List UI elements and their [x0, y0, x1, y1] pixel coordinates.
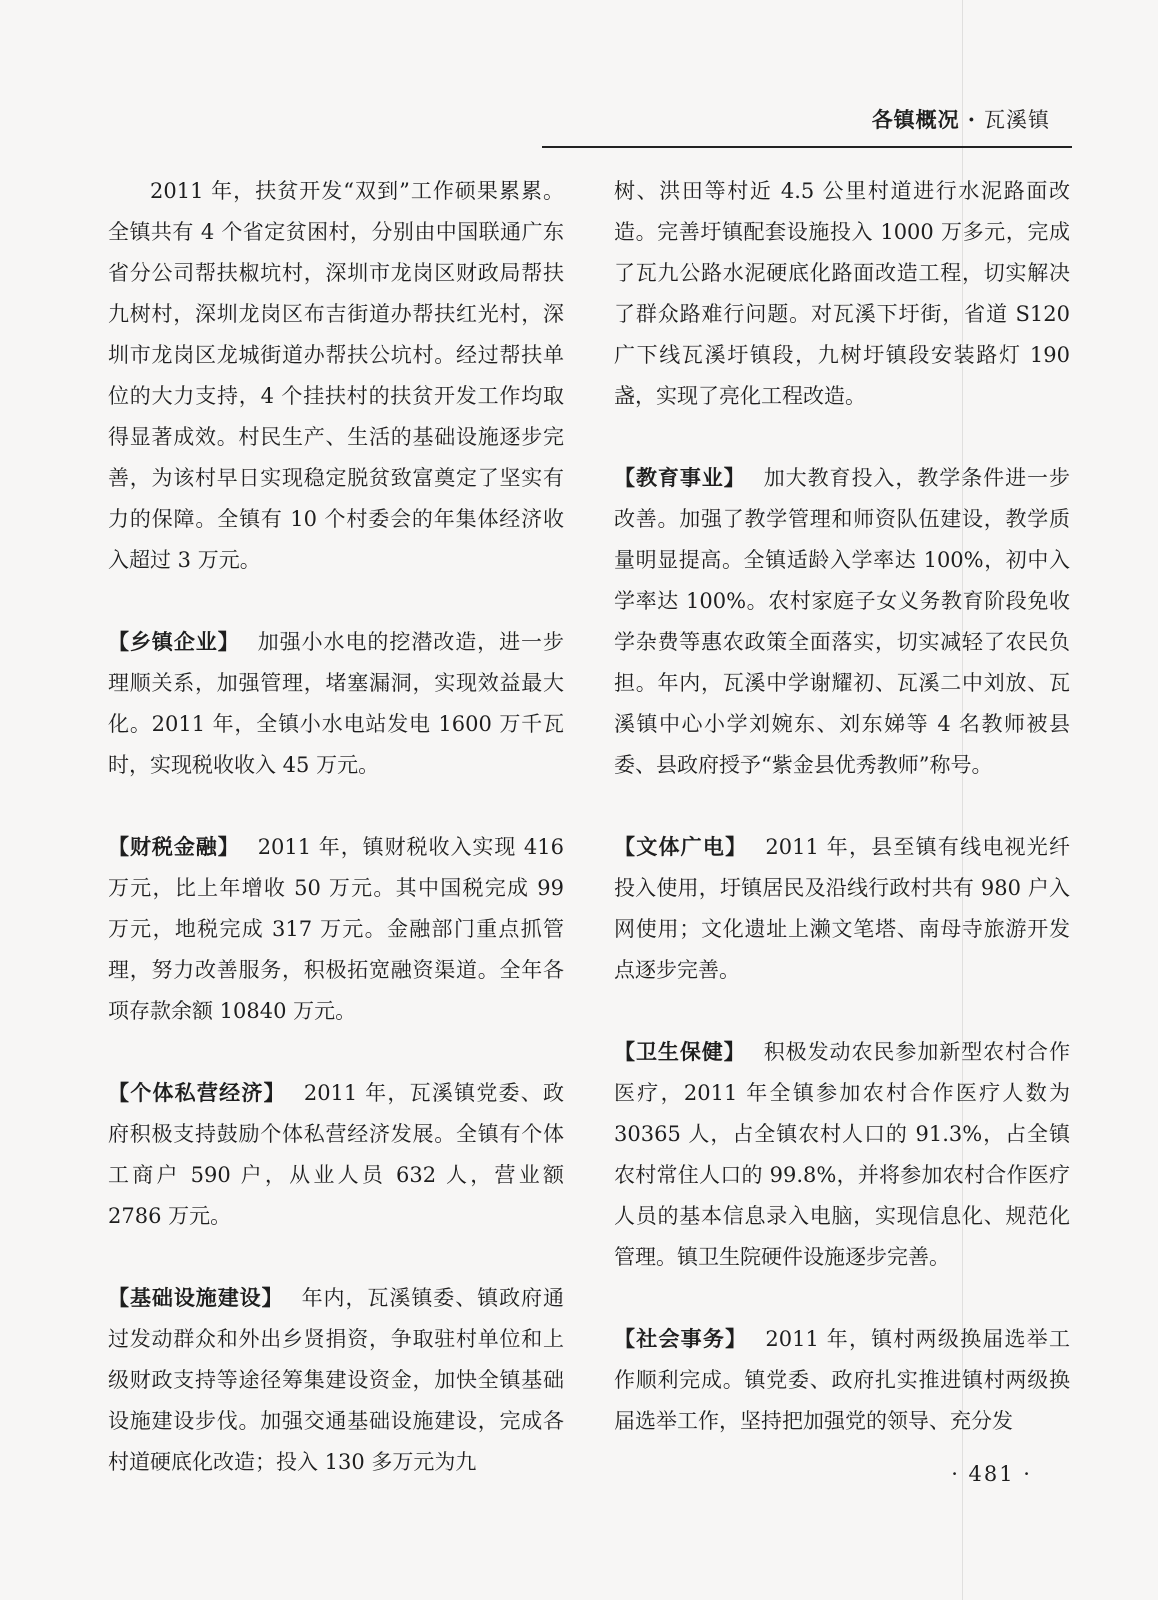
section-body: 2011 年，瓦溪镇党委、政府积极支持鼓励个体私营经济发展。全镇有个体工商户 590 户，从业人员 632 人，营业额 2786 万元。: [108, 1081, 564, 1228]
header-separator: ·: [967, 107, 976, 132]
section-finance-tax: [108, 827, 564, 1032]
section-heading: 【财税金融】: [108, 835, 240, 859]
section-township-enterprises: [108, 622, 564, 786]
running-header: [872, 104, 1050, 134]
continuation-paragraph: 树、洪田等村近 4.5 公里村道进行水泥路面改造。完善圩镇配套设施投入 1000 万多元，完成了瓦九公路水泥硬底化路面改造工程，切实解决了群众路难行问题。对瓦溪下圩街，省道 S120 广下线瓦溪圩镇段，九树圩镇段安装路灯 190 盏，实现了亮化工程改造。: [614, 179, 1070, 408]
section-heading: 【卫生保健】: [614, 1040, 746, 1064]
header-rule: [542, 146, 1072, 148]
section-heading: 【社会事务】: [614, 1327, 748, 1351]
section-body: 2011 年，镇财税收入实现 416 万元，比上年增收 50 万元。其中国税完成 99 万元，地税完成 317 万元。金融部门重点抓管理，努力改善服务，积极拓宽融资渠道。全年各项存款余额 10840 万元。: [108, 835, 564, 1023]
section-culture-broadcast: [614, 827, 1070, 991]
section-social-affairs: [614, 1319, 1070, 1442]
section-body: 2011 年，镇村两级换届选举工作顺利完成。镇党委、政府扎实推进镇村两级换届选举工作，坚持把加强党的领导、充分发: [614, 1327, 1071, 1433]
section-heading: 【文体广电】: [614, 835, 748, 859]
section-body: 年内，瓦溪镇委、镇政府通过发动群众和外出乡贤捐资，争取驻村单位和上级财政支持等途径筹集建设资金，加快全镇基础设施建设步伐。加强交通基础设施建设，完成各村道硬底化改造；投入 130 多万元为九: [108, 1286, 564, 1474]
page-number: · 481 ·: [951, 1462, 1032, 1486]
section-education: [614, 458, 1070, 786]
section-body: 2011 年，县至镇有线电视光纤投入使用，圩镇居民及沿线行政村共有 980 户入网使用；文化遗址上濑文笔塔、南母寺旅游开发点逐步完善。: [614, 835, 1071, 982]
intro-paragraph: 2011 年，扶贫开发“双到”工作硕果累累。全镇共有 4 个省定贫困村，分别由中国联通广东省分公司帮扶椒坑村，深圳市龙岗区财政局帮扶九树村，深圳龙岗区布吉街道办帮扶红光村，深圳市龙岗区龙城街道办帮扶公坑村。经过帮扶单位的大力支持，4 个挂扶村的扶贫开发工作均取得显著成效。村民生产、生活的基础设施逐步完善，为该村早日实现稳定脱贫致富奠定了坚实有力的保障。全镇有 10 个村委会的年集体经济收入超过 3 万元。: [108, 179, 564, 572]
header-town: 瓦溪镇: [984, 108, 1050, 132]
section-health: [614, 1032, 1070, 1278]
right-column: [614, 171, 1070, 1442]
section-heading: 【基础设施建设】: [108, 1286, 284, 1310]
left-column: [108, 171, 564, 1483]
section-heading: 【教育事业】: [614, 466, 746, 490]
section-heading: 【乡镇企业】: [108, 630, 240, 654]
section-body: 积极发动农民参加新型农村合作医疗，2011 年全镇参加农村合作医疗人数为 30365 人，占全镇农村人口的 91.3%，占全镇农村常住人口的 99.8%，并将参加农村合作医疗人员的基本信息录入电脑，实现信息化、规范化管理。镇卫生院硬件设施逐步完善。: [614, 1040, 1071, 1269]
section-body: 加大教育投入，教学条件进一步改善。加强了教学管理和师资队伍建设，教学质量明显提高。全镇适龄入学率达 100%，初中入学率达 100%。农村家庭子女义务教育阶段免收学杂费等惠农政策全面落实，切实减轻了农民负担。年内，瓦溪中学谢耀初、瓦溪二中刘放、瓦溪镇中心小学刘婉东、刘东娣等 4 名教师被县委、县政府授予“紫金县优秀教师”称号。: [614, 466, 1071, 777]
section-heading: 【个体私营经济】: [108, 1081, 286, 1105]
header-section: 各镇概况: [871, 108, 960, 132]
section-body: 加强小水电的挖潜改造，进一步理顺关系，加强管理，堵塞漏洞，实现效益最大化。2011 年，全镇小水电站发电 1600 万千瓦时，实现税收收入 45 万元。: [108, 630, 565, 777]
section-infrastructure: [108, 1278, 564, 1483]
section-private-economy: [108, 1073, 564, 1237]
